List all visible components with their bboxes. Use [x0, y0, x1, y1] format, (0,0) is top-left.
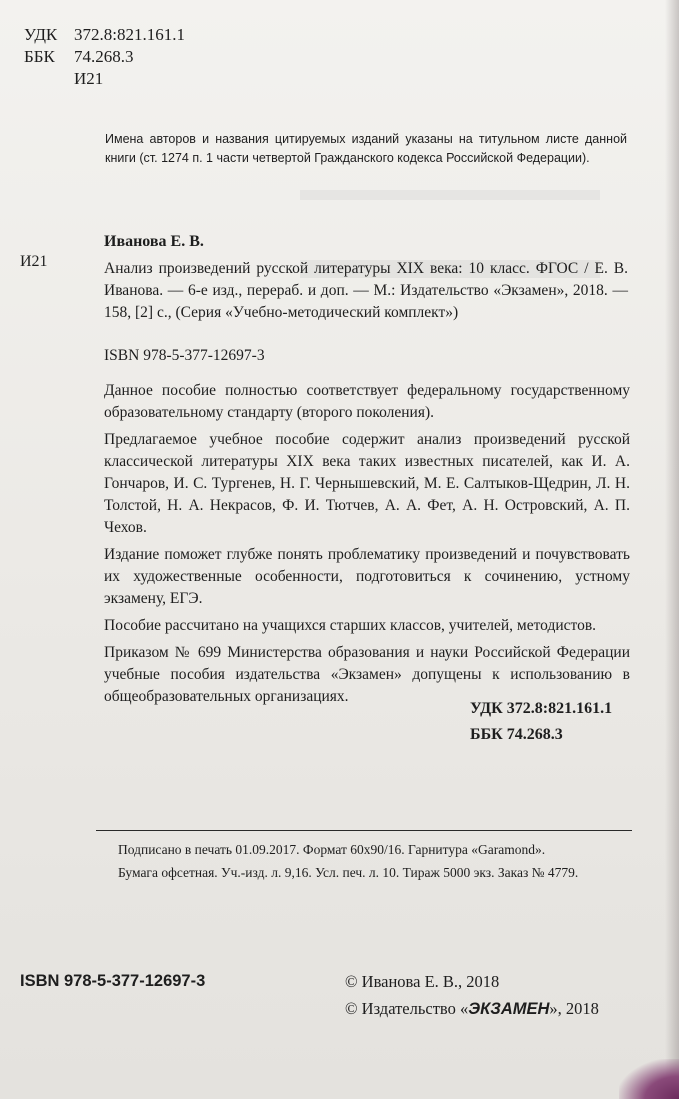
annotation-paragraph: Пособие рассчитано на учащихся старших классов, учителей, методистов. — [104, 617, 597, 634]
udk-code: УДК 372.8:821.161.1 — [470, 700, 613, 717]
cover-corner — [619, 1059, 679, 1099]
bbk-code: ББК 74.268.3 — [470, 726, 563, 743]
copyright-publisher-prefix: © Издательство « — [345, 999, 469, 1018]
page-edge-shadow — [665, 0, 679, 1099]
publisher-brand: ЭКЗАМЕН — [468, 1000, 550, 1018]
footer-isbn: ISBN 978-5-377-12697-3 — [20, 972, 206, 990]
author-index: И21 — [74, 69, 104, 88]
bbk-label: ББК — [24, 47, 55, 66]
bibliographic-description — [104, 248, 628, 324]
description-text: Анализ произведений русской литературы XIX века: 10 класс. ФГОС / Е. В. Иванова. — 6-е изд., перераб. и доп. — М.: Издательство «Экзамен», 2018. — 158, [2] с., (Серия «Учебно-методический комплект») — [104, 260, 628, 321]
copyright-publisher — [345, 995, 599, 1023]
classification-codes-right — [470, 696, 612, 748]
udk-value: 372.8:821.161.1 — [74, 25, 185, 44]
annotation — [104, 380, 630, 713]
classification-codes — [24, 24, 185, 90]
print-imprint — [118, 838, 618, 884]
separator-line — [96, 830, 632, 831]
copyright-author: © Иванова Е. В., 2018 — [345, 972, 500, 991]
imprint-line-1: Подписано в печать 01.09.2017. Формат 60x90/16. Гарнитура «Garamond». — [118, 842, 546, 857]
copyright-publisher-suffix: », 2018 — [549, 999, 599, 1018]
author-name: Иванова Е. В. — [104, 233, 204, 250]
annotation-paragraph: Предлагаемое учебное пособие содержит анализ произведений русской классической литературы XIX века таких известных писателей, как И. А. Гончаров, И. С. Тургенев, Н. Г. Чернышевский, М. Е. Салтыков-Щедрин, Л. Н. Толстой, Н. А. Некрасов, Ф. И. Тютчев, А. А. Фет, А. Н. Островский, А. П. Чехов. — [104, 431, 630, 536]
annotation-paragraph: Данное пособие полностью соответствует федеральному государственному образовательному стандарту (второго поколения). — [104, 382, 630, 421]
annotation-paragraph: Издание поможет глубже понять проблематику произведений и почувствовать их художественные особенности, подготовиться к сочинению, устному экзамену, ЕГЭ. — [104, 546, 630, 607]
annotation-paragraph: Приказом № 699 Министерства образования и науки Российской Федерации учебные пособия издательства «Экзамен» допущены к использованию в общеобразовательных организациях. — [104, 644, 630, 705]
imprint-line-2: Бумага офсетная. Уч.-изд. л. 9,16. Усл. печ. л. 10. Тираж 5000 экз. Заказ № 4779. — [118, 865, 579, 880]
udk-label: УДК — [24, 25, 58, 44]
bibliographic-index: И21 — [20, 253, 48, 270]
copyright-note: Имена авторов и названия цитируемых изданий указаны на титульном листе данной книги (ст. 1274 п. 1 части четвертой Гражданского кодекса Российской Федерации). — [105, 132, 627, 165]
isbn-line: ISBN 978-5-377-12697-3 — [104, 347, 265, 364]
bbk-value: 74.268.3 — [74, 47, 134, 66]
copyright-block — [345, 968, 599, 1023]
